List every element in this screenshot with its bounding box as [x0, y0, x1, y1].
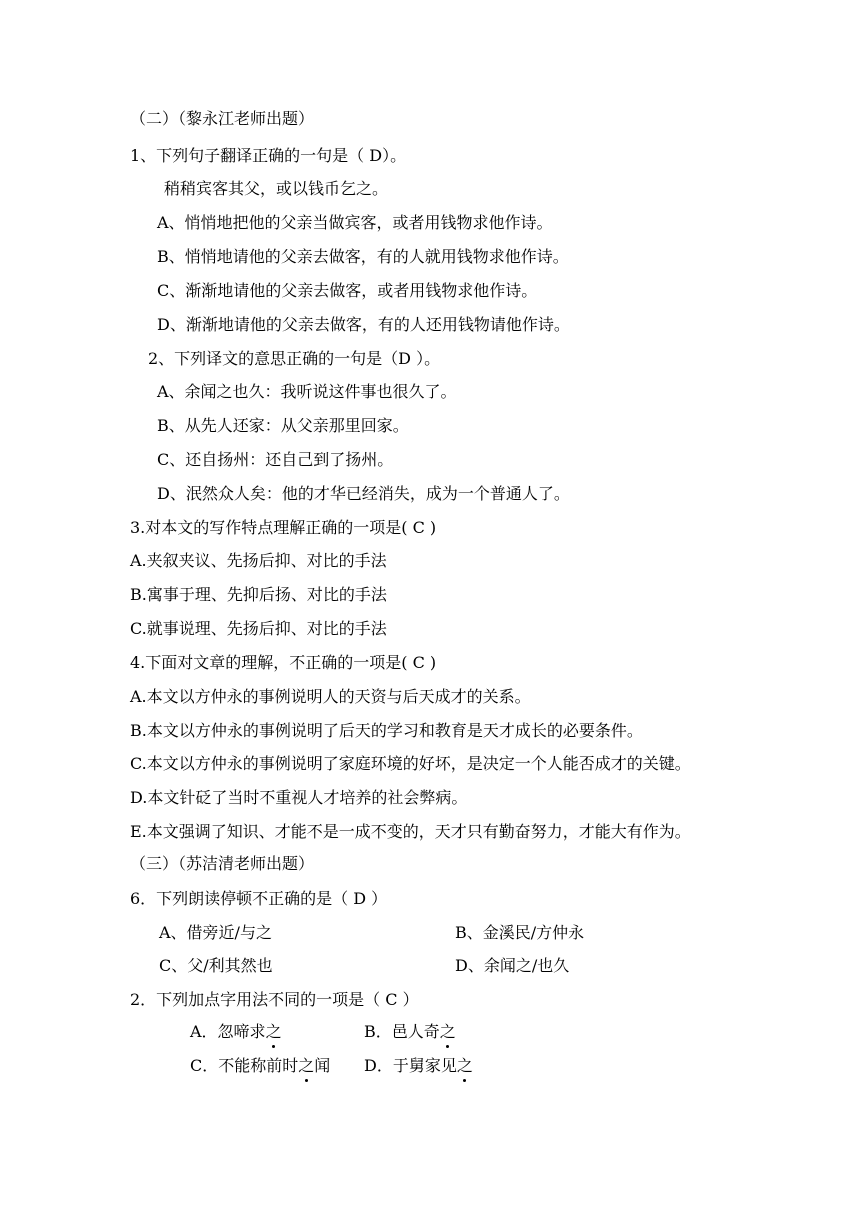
q4-option-a: A.本文以方仲永的事例说明人的天资与后天成才的关系。 [130, 687, 531, 706]
option-d-text: D．于舅家见 [364, 1056, 457, 1075]
dotted-char: 之 [439, 1022, 456, 1041]
section-2-heading: （二）（黎永江老师出题） [130, 109, 315, 128]
q6-stem: 6．下列朗读停顿不正确的是（ D ） [130, 889, 388, 908]
q2-option-b: B、从先人还家：从父亲那里回家。 [157, 416, 409, 435]
q1-option-d: D、渐渐地请他的父亲去做客，有的人还用钱物请他作诗。 [157, 315, 570, 334]
q2-option-c: C、还自扬州：还自己到了扬州。 [157, 450, 394, 469]
dotted-char: 之 [265, 1022, 282, 1041]
q2-option-d: D、泯然众人矣：他的才华已经消失，成为一个普通人了。 [157, 484, 570, 503]
q6-option-c: C、父/利其然也 [159, 956, 273, 975]
s3-q2-option-c [190, 1055, 330, 1077]
option-a-text: A．忽啼求 [190, 1022, 266, 1041]
q3-option-a: A.夹叙夹议、先扬后抑、对比的手法 [130, 551, 387, 570]
q4-option-d: D.本文针砭了当时不重视人才培养的社会弊病。 [130, 788, 468, 807]
q1-option-b: B、悄悄地请他的父亲去做客，有的人就用钱物求他作诗。 [157, 247, 569, 266]
q3-option-b: B.寓事于理、先抑后扬、对比的手法 [130, 585, 387, 604]
q3-option-c: C.就事说理、先扬后抑、对比的手法 [130, 619, 387, 638]
section-3-heading: （三）（苏洁清老师出题） [130, 854, 315, 873]
q1-option-a: A、悄悄地把他的父亲当做宾客，或者用钱物求他作诗。 [157, 213, 553, 232]
s3-q2-stem: 2．下列加点字用法不同的一项是（ C ） [130, 990, 419, 1009]
q2-option-a: A、余闻之也久：我听说这件事也很久了。 [157, 382, 457, 401]
q6-option-a: A、借旁近/与之 [159, 923, 272, 942]
q1-quote: 稍稍宾客其父，或以钱币乞之。 [164, 179, 389, 198]
option-c-text: C．不能称前时 [190, 1056, 299, 1075]
q4-stem: 4.下面对文章的理解，不正确的一项是( C ) [130, 653, 437, 672]
option-c-tail: 闻 [314, 1056, 331, 1075]
q3-stem: 3.对本文的写作特点理解正确的一项是( C ) [130, 518, 437, 537]
s3-q2-option-b [364, 1021, 456, 1043]
dotted-char: 之 [298, 1056, 315, 1075]
q6-option-b: B、金溪民/方仲永 [455, 923, 585, 942]
q4-option-c: C.本文以方仲永的事例说明了家庭环境的好坏，是决定一个人能否成才的关键。 [130, 754, 691, 773]
q1-option-c: C、渐渐地请他的父亲去做客，或者用钱物求他作诗。 [157, 281, 538, 300]
q1-stem: 1、下列句子翻译正确的一句是（ D）。 [130, 146, 407, 165]
q2-stem: 2、下列译文的意思正确的一句是（D ）。 [148, 349, 441, 368]
dotted-char: 之 [456, 1056, 473, 1075]
s3-q2-option-a [190, 1021, 282, 1043]
option-b-text: B．邑人奇 [364, 1022, 440, 1041]
s3-q2-option-d [364, 1055, 473, 1077]
q4-option-e: E.本文强调了知识、才能不是一成不变的，天才只有勤奋努力，才能大有作为。 [130, 822, 691, 841]
q6-option-d: D、余闻之/也久 [455, 956, 570, 975]
q4-option-b: B.本文以方仲永的事例说明了后天的学习和教育是天才成长的必要条件。 [130, 721, 643, 740]
